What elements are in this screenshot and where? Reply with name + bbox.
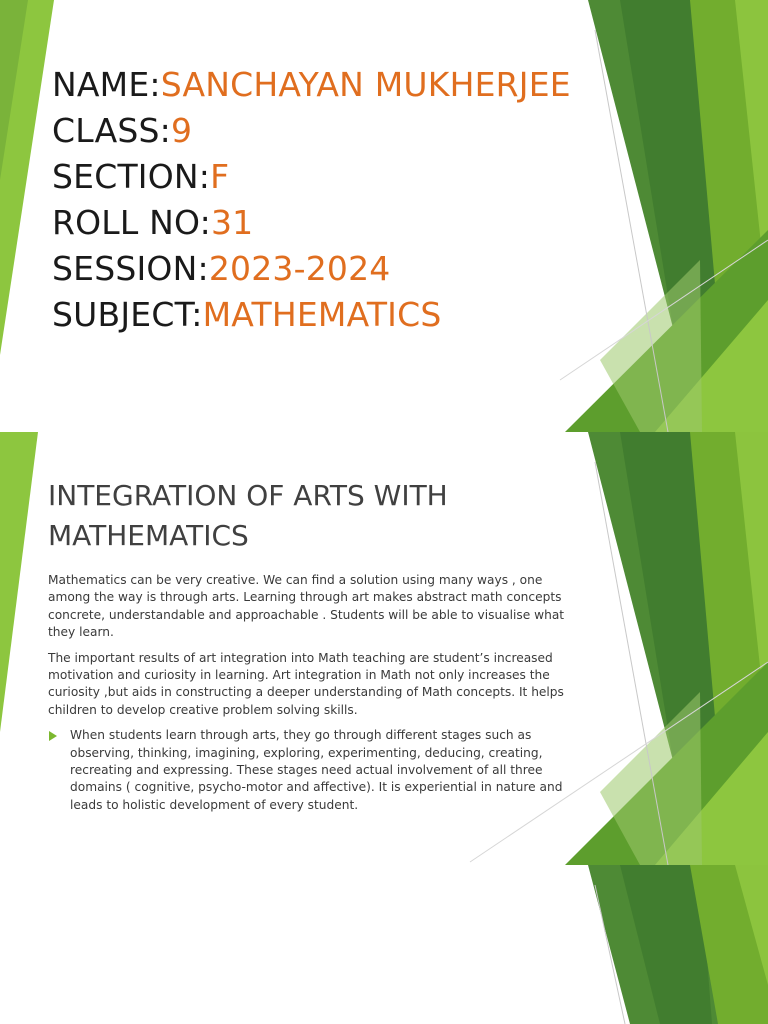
name-label: NAME: (52, 65, 161, 104)
slide-title-line-2: MATHEMATICS (48, 519, 249, 552)
roll-value: 31 (210, 203, 254, 242)
class-label: CLASS: (52, 111, 171, 150)
paragraph-2: The important results of art integration into Math teaching are student’s increased motivation and curiosity in learning. Art integration in Math not only increases the curiosity ,but aids in constructing a deeper understanding of Math concepts. It helps children to develop creative problem solving skills. (48, 650, 564, 717)
paragraph-1: Mathematics can be very creative. We can find a solution using many ways , one among the way is through arts. Learning through art makes abstract math concepts concrete, understandable and approachable . Students will be able to visualise what they learn. (48, 573, 565, 640)
slide-title-line-1: INTEGRATION OF ARTS WITH (48, 479, 448, 512)
section-row (52, 154, 571, 200)
slide-body (48, 572, 576, 814)
bullet-item (48, 727, 576, 814)
student-info (52, 62, 571, 338)
subject-label: SUBJECT: (52, 295, 203, 334)
session-value: 2023-2024 (208, 249, 391, 288)
subject-value: MATHEMATICS (202, 295, 442, 334)
slide-partial (0, 865, 768, 1024)
name-row (52, 62, 571, 108)
class-row (52, 108, 571, 154)
subject-row (52, 292, 571, 338)
triangle-bullet-icon (49, 731, 57, 741)
name-value: SANCHAYAN MUKHERJEE (160, 65, 571, 104)
class-value: 9 (170, 111, 193, 150)
session-row (52, 246, 571, 292)
slide-integration (0, 432, 768, 865)
section-label: SECTION: (52, 157, 211, 196)
roll-label: ROLL NO: (52, 203, 211, 242)
session-label: SESSION: (52, 249, 209, 288)
green-facet-decoration (0, 865, 768, 1024)
slide-title-info (0, 0, 768, 432)
bullet-text: When students learn through arts, they go through different stages such as observing, thinking, imagining, exploring, experimenting, deducing, creating, recreating and expressing. These stages need actual involvement of all three domains ( cognitive, psycho-motor and affective). It is experiential in nature and leads to holistic development of every student. (70, 728, 563, 812)
roll-row (52, 200, 571, 246)
slide-title (48, 476, 568, 556)
section-value: F (210, 157, 230, 196)
